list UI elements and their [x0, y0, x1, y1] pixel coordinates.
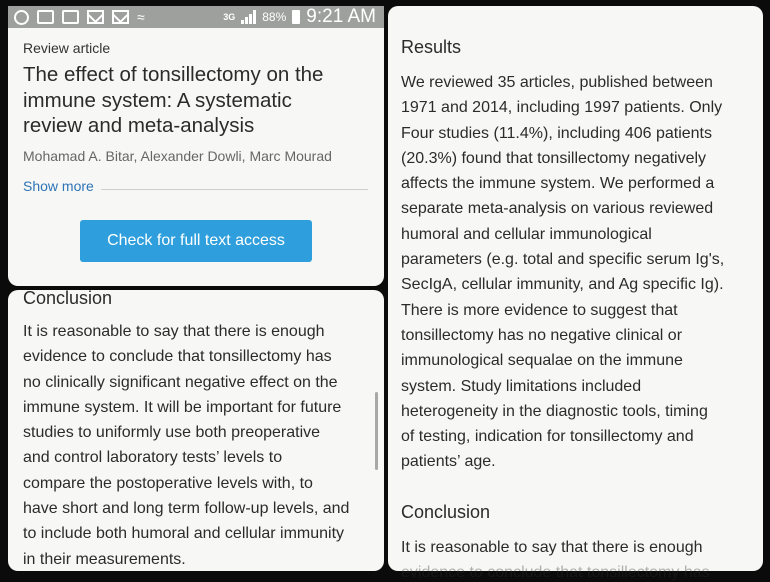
results-panel: [388, 6, 763, 581]
text-line: evidence to conclude that tonsillectomy has: [23, 348, 332, 366]
text-line: to include both humoral and cellular immunity: [23, 525, 345, 543]
conclusion-heading: Conclusion: [401, 502, 491, 522]
message-icon: [62, 10, 79, 24]
article-title-line: immune system: A systematic: [23, 88, 292, 112]
conclusion-heading: Conclusion: [23, 288, 113, 308]
results-text: [401, 70, 756, 475]
article-type-label: Review article: [23, 40, 111, 56]
whatsapp-icon: [14, 10, 29, 25]
signal-icon: [241, 10, 256, 24]
faded-text-line: evidence to conclude that tonsillectomy has: [401, 564, 710, 581]
text-line: We reviewed 35 articles, published between: [401, 74, 713, 91]
text-line: and control laboratory tests’ levels to: [23, 449, 283, 467]
text-line: 1971 and 2014, including 1997 patients. Only: [401, 99, 723, 117]
network-type: 3G: [223, 11, 236, 22]
text-line: of testing, indication for tonsillectomy and: [401, 428, 694, 446]
gallery-icon: [37, 10, 54, 24]
conclusion-panel: [8, 290, 384, 571]
scrollbar[interactable]: [375, 392, 378, 470]
text-line: immune system. It will be important for future: [23, 398, 342, 416]
authors: Mohamad A. Bitar, Alexander Dowli, Marc Mourad: [23, 148, 332, 164]
text-line: patients’ age.: [401, 453, 496, 471]
text-line: studies to uniformly use both preoperative: [23, 424, 321, 442]
text-line: humoral and cellular immunological: [401, 225, 652, 243]
text-line: It is reasonable to say that there is enough: [23, 323, 325, 340]
show-more-link[interactable]: Show more: [23, 178, 94, 194]
text-line: immunological sequalae on the immune: [401, 352, 683, 370]
text-line: Four studies (11.4%), including 406 patients: [401, 124, 712, 142]
wifi-icon: ≈: [137, 9, 145, 25]
battery-percent: 88%: [262, 10, 287, 24]
mail-settings-icon: [112, 10, 129, 24]
text-line: compare the postoperative levels with, to: [23, 474, 313, 492]
text-line: SecIgA, cellular immunity, and Ag specific Ig).: [401, 276, 724, 294]
article-title-line: review and meta-analysis: [23, 114, 255, 137]
text-line: parameters (e.g. total and specific serum Ig's,: [401, 251, 725, 269]
conclusion-text: [401, 535, 756, 560]
article-header-panel: [8, 6, 384, 286]
text-line: There is more evidence to suggest that: [401, 301, 678, 319]
full-text-access-button[interactable]: Check for full text access: [80, 220, 312, 262]
text-line: separate meta-analysis on various reviewed: [401, 200, 714, 218]
text-line: have short and long term follow-up levels, and: [23, 500, 350, 518]
results-heading: Results: [401, 37, 462, 57]
clock: 9:21 AM: [306, 6, 376, 27]
text-line: heterogeneity in the diagnostic tools, timing: [401, 402, 708, 420]
mail-icon: [87, 10, 104, 24]
text-line: no clinically significant negative effect on the: [23, 373, 338, 391]
article-title-line: The effect of tonsillectomy on the: [23, 63, 324, 86]
battery-icon: [292, 10, 300, 24]
text-line: in their measurements.: [23, 550, 186, 568]
text-line: (20.3%) found that tonsillectomy negatively: [401, 149, 707, 167]
divider: [101, 189, 368, 190]
status-bar: [8, 6, 384, 28]
text-line: tonsillectomy has no negative clinical or: [401, 326, 683, 344]
article-title: [23, 62, 373, 139]
text-line: It is reasonable to say that there is enough: [401, 539, 703, 556]
text-line: system. Study limitations included: [401, 377, 642, 395]
text-line: affects the immune system. We performed a: [401, 175, 715, 193]
conclusion-text: [23, 319, 373, 572]
